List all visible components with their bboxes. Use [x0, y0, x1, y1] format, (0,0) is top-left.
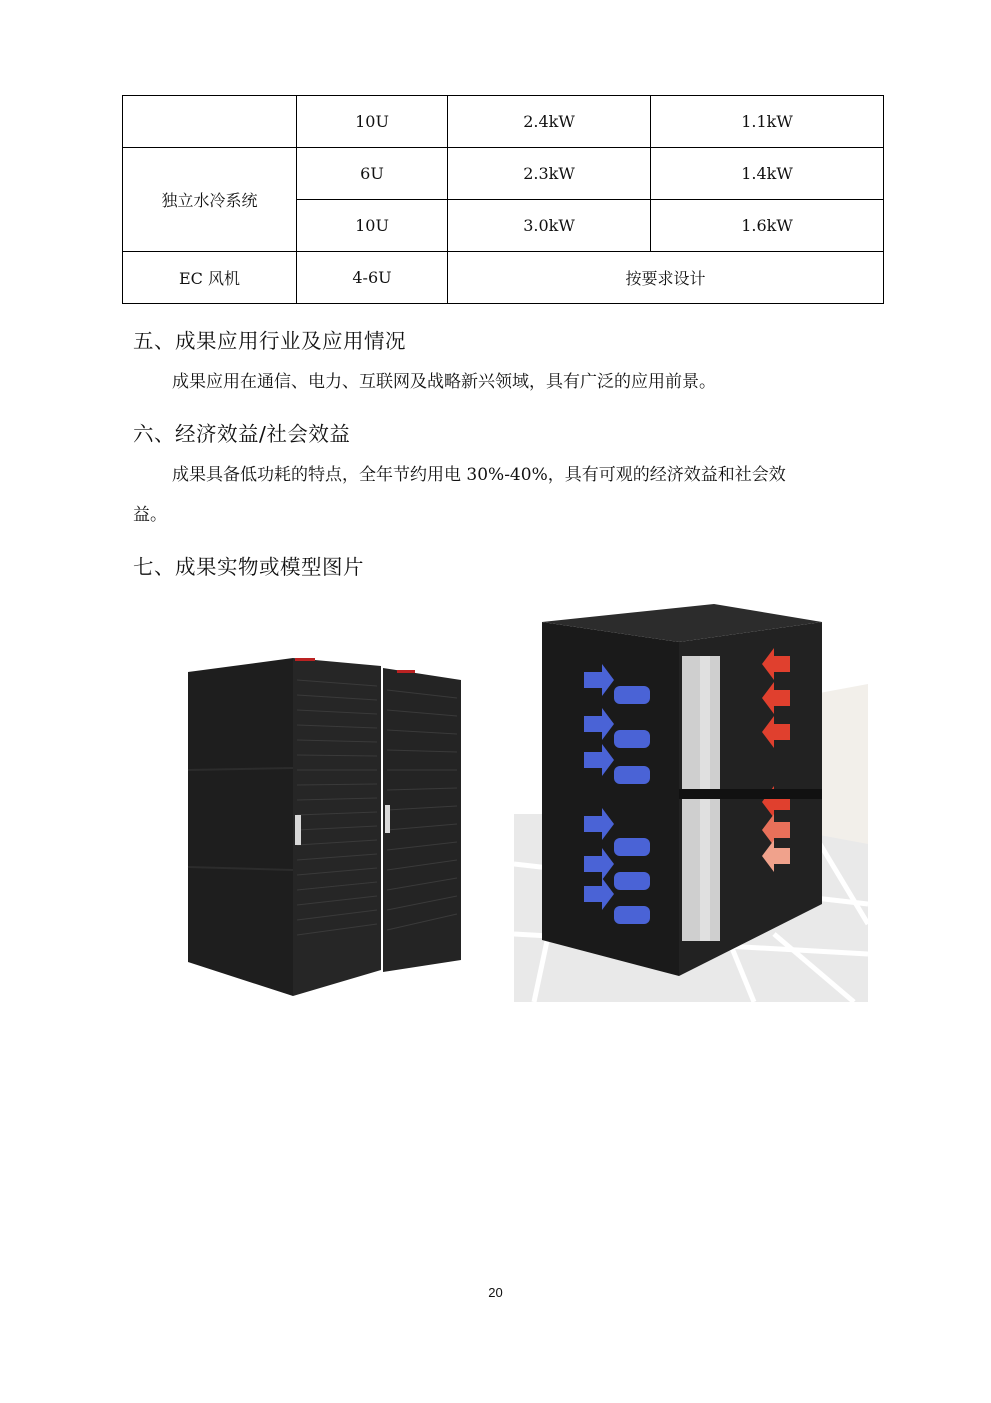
table-cell: [123, 96, 297, 148]
table-cell: 3.0kW: [448, 200, 651, 252]
paragraph: 成果具备低功耗的特点，全年节约用电 30%-40%，具有可观的经济效益和社会效: [172, 465, 786, 485]
table-cell: 按要求设计: [448, 252, 884, 304]
section-heading: 六、经济效益/社会效益: [133, 422, 351, 446]
paragraph: 益。: [133, 505, 167, 525]
rack-airflow-render-icon: [514, 604, 868, 1002]
table-cell: 1.4kW: [651, 148, 884, 200]
table-cell: EC 风机: [123, 252, 297, 304]
table-row: [123, 252, 884, 304]
spec-table: [122, 95, 884, 304]
table-cell: 4-6U: [297, 252, 448, 304]
table-cell: 6U: [297, 148, 448, 200]
table-cell: 10U: [297, 200, 448, 252]
paragraph: 成果应用在通信、电力、互联网及战略新兴领域，具有广泛的应用前景。: [172, 372, 716, 392]
cabinet-photo-icon: [185, 650, 470, 1000]
table-cell: 独立水冷系统: [123, 148, 297, 252]
table-cell: 1.6kW: [651, 200, 884, 252]
table-cell: 10U: [297, 96, 448, 148]
section-heading: 七、成果实物或模型图片: [133, 555, 364, 579]
table-cell: 2.4kW: [448, 96, 651, 148]
page-number: 20: [488, 1285, 503, 1300]
table-row: [123, 148, 884, 200]
section-heading: 五、成果应用行业及应用情况: [133, 329, 406, 353]
table-cell: 2.3kW: [448, 148, 651, 200]
table-cell: 1.1kW: [651, 96, 884, 148]
table-row: [123, 96, 884, 148]
